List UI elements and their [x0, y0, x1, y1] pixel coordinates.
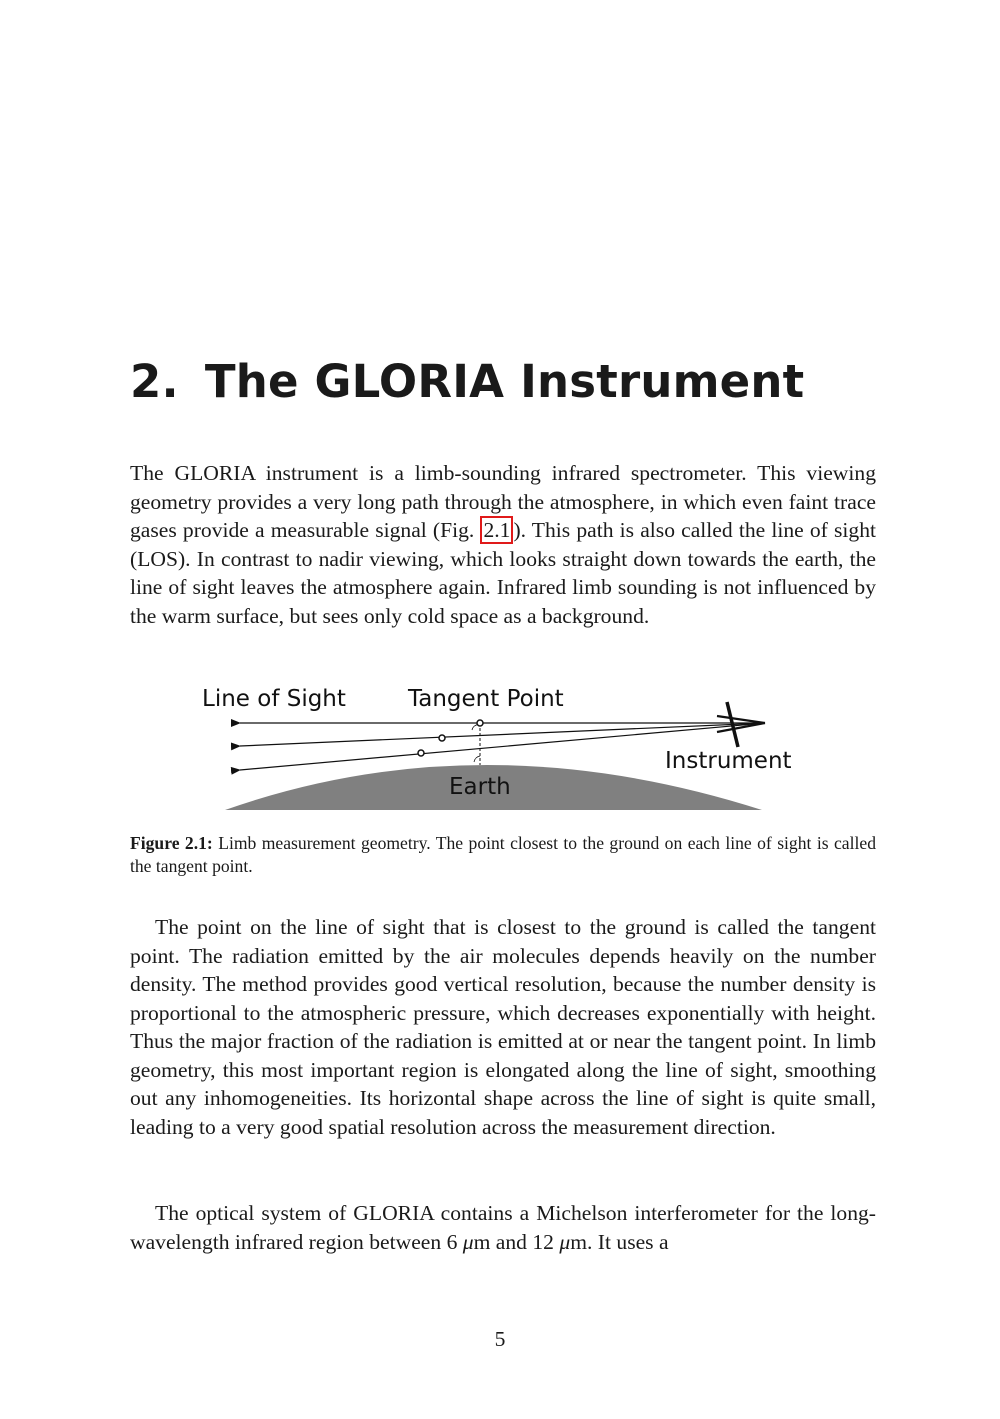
paragraph-optical-text-a: The optical system of GLORIA contains a Michelson interferometer for the long-wavelength infrared region between 6 [130, 1201, 876, 1254]
paragraph-intro-text-b: ). This path is also called the line of sight (LOS). In contrast to nadir viewing, which looks straight down towards the earth, the line of sight leaves the atmosphere again. Infrared limb sounding is not influenced by the warm surface, but sees only cold space as a background. [130, 518, 876, 628]
label-line-of-sight: Line of Sight [202, 686, 346, 712]
right-angle-mark-lower [474, 756, 480, 762]
line-of-sight-middle [240, 723, 765, 746]
figure-caption [130, 832, 876, 878]
paragraph-optical-text-c: m. It uses a [570, 1229, 669, 1254]
label-earth: Earth [449, 774, 511, 800]
tangent-point-marker [439, 735, 445, 741]
chapter-title-text: The GLORIA Instrument [204, 355, 805, 408]
chapter-title [130, 352, 804, 412]
label-instrument: Instrument [665, 748, 792, 774]
tangent-point-marker [418, 750, 424, 756]
paragraph-tangent-point: The point on the line of sight that is closest to the ground is called the tangent point. The radiation emitted by the air molecules depends heavily on the number density. The method provides good vertical resolution, because the number density is proportional to the atmospheric pressure, which decreases exponentially with height. Thus the major fraction of the radiation is emitted at or near the tangent point. In limb geometry, this most important region is elongated along the line of sight, smoothing out any inhomogeneities. Its horizontal shape across the line of sight is quite small, leading to a very good spatial resolution across the measurement direction. [130, 915, 876, 1139]
paragraph-optical-system [130, 1199, 876, 1256]
paragraph-intro-text-a: The GLORIA instrument is a limb-sounding infrared spectrometer. This viewing geometry provides a very long path through the atmosphere, in which even faint trace gases provide a measurable signal (Fig. [130, 461, 876, 542]
paragraph-optical-text-b: m and 12 [473, 1229, 560, 1254]
figure-caption-text: Limb measurement geometry. The point closest to the ground on each line of sight is called the tangent point. [130, 833, 876, 876]
micro-symbol: μ [559, 1229, 571, 1254]
limb-geometry-diagram [190, 680, 830, 820]
paragraph-intro [130, 459, 876, 630]
figure-limb-geometry [190, 680, 830, 820]
tangent-point-marker [477, 720, 483, 726]
chapter-number: 2. [130, 355, 179, 408]
figure-reference-link[interactable]: 2.1 [480, 516, 513, 544]
page-number: 5 [494, 1327, 506, 1351]
label-tangent-point: Tangent Point [408, 686, 564, 712]
micro-symbol: μ [462, 1229, 474, 1254]
figure-caption-lead: Figure 2.1: [130, 833, 213, 853]
